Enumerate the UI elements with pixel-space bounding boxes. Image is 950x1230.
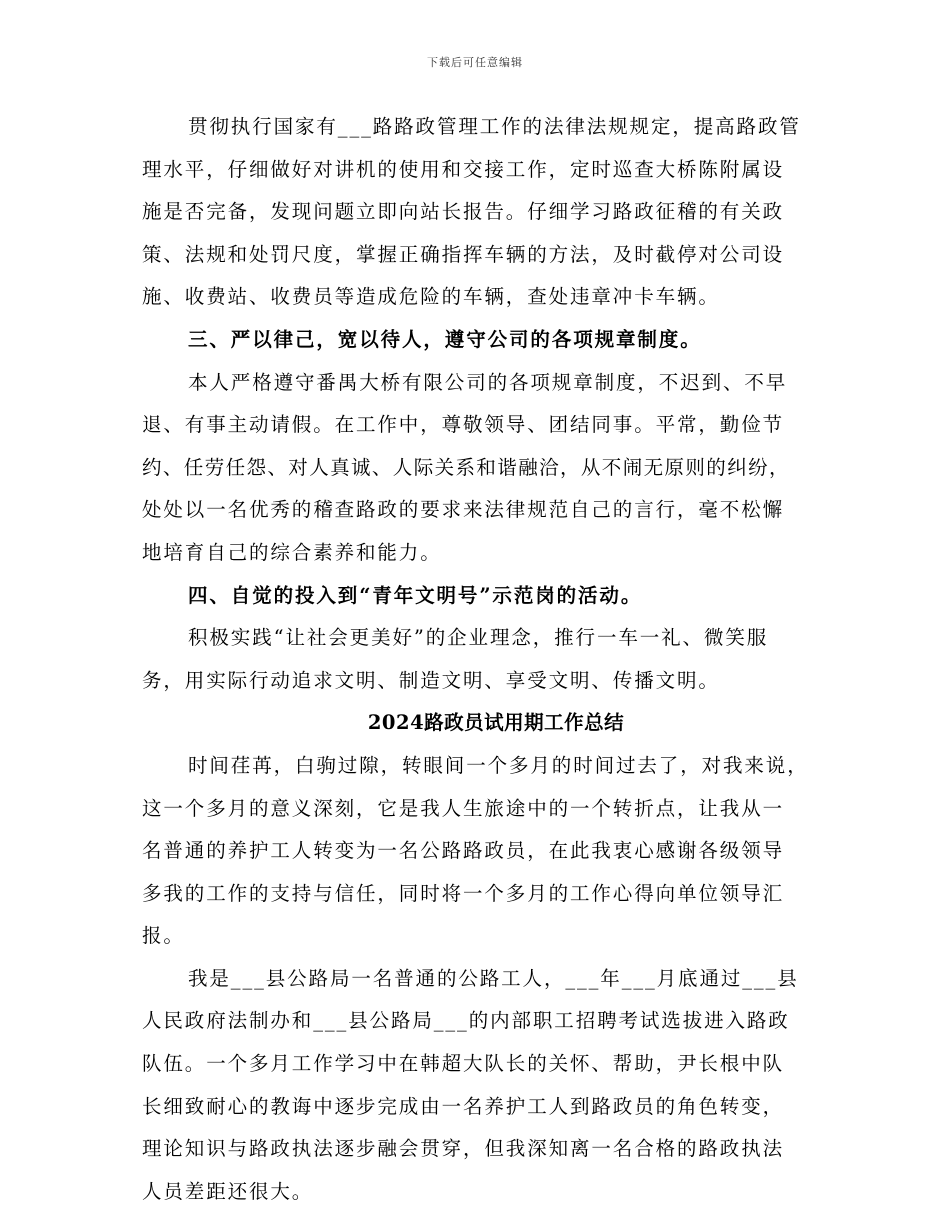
paragraph-line: 队伍。一个多月工作学习中在韩超大队长的关怀、帮助，尹长根中队 bbox=[142, 1052, 785, 1076]
paragraph-line: 人员差距还很大。 bbox=[142, 1179, 314, 1203]
paragraph-line: 我是___县公路局一名普通的公路工人，___年___月底通过___县 bbox=[188, 966, 799, 990]
paragraph-line: 处处以一名优秀的稽查路政的要求来法律规范自己的言行，毫不松懈 bbox=[142, 498, 785, 522]
paragraph-line: 时间荏苒，白驹过隙，转眼间一个多月的时间过去了，对我来说， bbox=[188, 753, 809, 777]
paragraph-line: 积极实践“让社会更美好”的企业理念，推行一车一礼、微笑服 bbox=[188, 626, 769, 650]
paragraph-line: 长细致耐心的教诲中逐步完成由一名养护工人到路政员的角色转变， bbox=[142, 1094, 785, 1118]
paragraph-line: 施、收费站、收费员等造成危险的车辆，查处违章冲卡车辆。 bbox=[142, 285, 720, 309]
page-header: 下载后可任意编辑 bbox=[427, 56, 523, 69]
paragraph-line: 施是否完备，发现问题立即向站长报告。仔细学习路政征稽的有关政 bbox=[142, 200, 785, 224]
paragraph-line: 名普通的养护工人转变为一名公路路政员，在此我衷心感谢各级领导 bbox=[142, 839, 785, 863]
paragraph-line: 多我的工作的支持与信任，同时将一个多月的工作心得向单位领导汇 bbox=[142, 881, 785, 905]
paragraph-line: 本人严格遵守番禺大桥有限公司的各项规章制度，不迟到、不早 bbox=[188, 370, 788, 394]
paragraph-line: 贯彻执行国家有___路路政管理工作的法律法规规定，提高路政管 bbox=[188, 115, 801, 138]
paragraph-line: 约、任劳任怨、对人真诚、人际关系和谐融洽，从不闹无原则的纠纷， bbox=[142, 455, 790, 479]
paragraph-line: 务，用实际行动追求文明、制造文明、享受文明、传播文明。 bbox=[142, 668, 720, 692]
document-title: 2024路政员试用期工作总结 bbox=[367, 711, 625, 735]
paragraph-line: 退、有事主动请假。在工作中，尊敬领导、团结同事。平常，勤俭节 bbox=[142, 413, 785, 437]
paragraph-line: 理水平，仔细做好对讲机的使用和交接工作，定时巡查大桥陈附属设 bbox=[142, 157, 785, 181]
paragraph-line: 人民政府法制办和___县公路局___的内部职工招聘考试选拔进入路政 bbox=[142, 1009, 790, 1033]
document-body bbox=[142, 106, 826, 1213]
section-heading: 四、自觉的投入到“青年文明号”示范岗的活动。 bbox=[188, 583, 643, 607]
section-heading: 三、严以律己，宽以待人，遵守公司的各项规章制度。 bbox=[188, 327, 702, 351]
paragraph-line: 报。 bbox=[142, 924, 185, 948]
paragraph-line: 理论知识与路政执法逐步融会贯穿，但我深知离一名合格的路政执法 bbox=[142, 1137, 785, 1161]
paragraph-line: 地培育自己的综合素养和能力。 bbox=[142, 540, 442, 564]
paragraph-line: 策、法规和处罚尺度，掌握正确指挥车辆的方法，及时截停对公司设 bbox=[142, 242, 785, 266]
paragraph-line: 这一个多月的意义深刻，它是我人生旅途中的一个转折点，让我从一 bbox=[142, 796, 785, 820]
